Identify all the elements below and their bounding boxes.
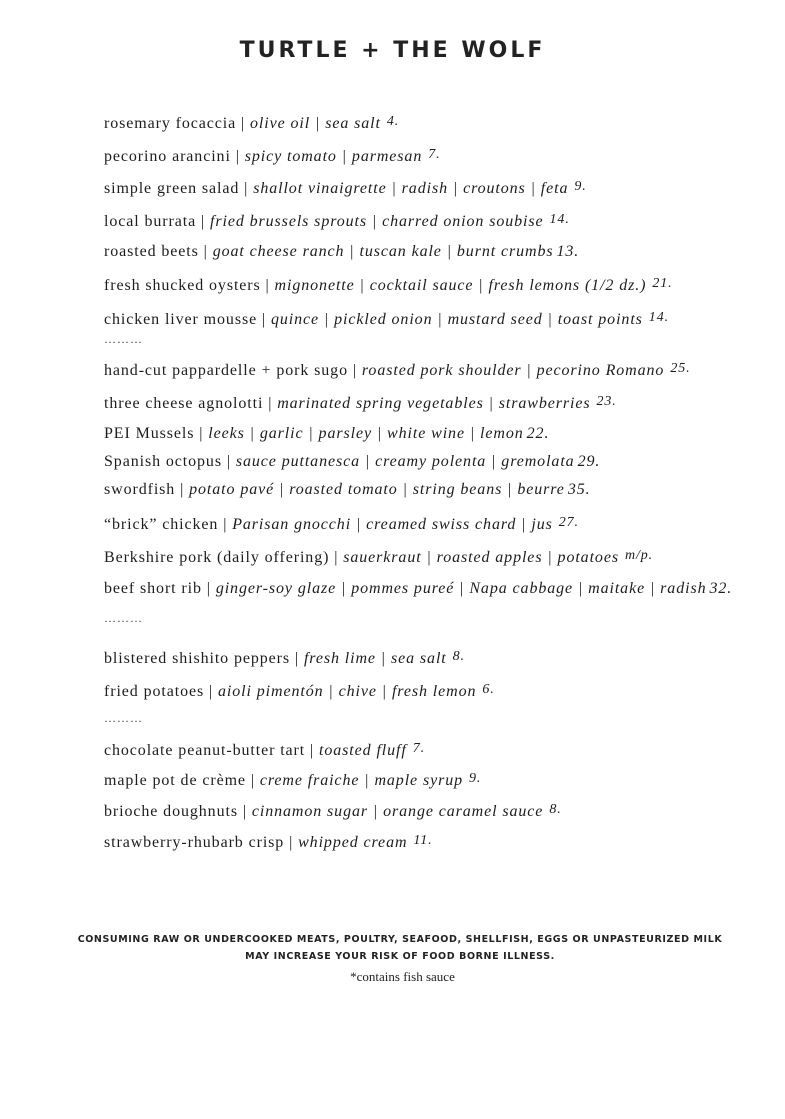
item-name: simple green salad |: [104, 180, 254, 197]
item-name: fresh shucked oysters |: [104, 277, 275, 294]
item-name: blistered shishito peppers |: [104, 650, 304, 667]
item-price: 11.: [413, 833, 433, 848]
item-price: 25.: [670, 361, 691, 376]
item-description: fried brussels sprouts | charred onion soubise: [210, 213, 544, 230]
menu-item: [104, 210, 570, 232]
menu-item: [104, 739, 425, 761]
item-name: three cheese agnolotti |: [104, 395, 278, 412]
footnote: *contains fish sauce: [350, 969, 455, 984]
item-price: 4.: [386, 114, 400, 129]
menu-item: [104, 480, 591, 500]
menu-item: [104, 112, 399, 134]
item-price: 7.: [428, 147, 441, 162]
item-name: PEI Mussels |: [104, 425, 209, 442]
item-name: pecorino arancini |: [104, 148, 245, 165]
item-description: cinnamon sugar | orange caramel sauce: [251, 803, 544, 820]
item-price: 35.: [567, 481, 591, 498]
item-description: sauce puttanesca | creamy polenta | gremolata: [235, 453, 575, 470]
item-price: 21.: [652, 276, 673, 291]
item-price: 13.: [556, 243, 580, 260]
item-name: hand-cut pappardelle + pork sugo |: [104, 362, 362, 379]
item-price: 14.: [648, 310, 669, 325]
item-price: m/p.: [624, 548, 654, 563]
item-description: aioli pimentón | chive | fresh lemon: [218, 683, 477, 700]
item-name: chicken liver mousse |: [104, 311, 271, 328]
menu-item: [104, 647, 465, 669]
menu-item: [104, 359, 691, 381]
menu-item: [104, 680, 495, 702]
item-price: 9.: [469, 771, 482, 786]
menu-item: [104, 177, 587, 199]
item-description: goat cheese ranch | tuscan kale | burnt crumbs: [212, 243, 554, 260]
item-description: whipped cream: [298, 834, 408, 851]
item-name: rosemary focaccia |: [104, 115, 251, 132]
item-price: 14.: [549, 212, 570, 227]
item-description: creme fraiche | maple syrup: [259, 772, 463, 789]
item-description: fresh lime | sea salt: [303, 650, 447, 667]
item-description: Parisan gnocchi | creamed swiss chard | jus: [232, 516, 553, 533]
item-description: spicy tomato | parmesan: [244, 148, 423, 165]
menu-item: [104, 392, 617, 414]
section-separator: ………: [104, 611, 143, 625]
item-price: 6.: [482, 682, 495, 697]
restaurant-title: TURTLE + THE WOLF: [239, 38, 546, 63]
item-name: chocolate peanut-butter tart |: [104, 742, 320, 759]
health-warning-line-1: CONSUMING RAW OR UNDERCOOKED MEATS, POULTRY, SEAFOOD, SHELLFISH, EGGS OR UNPASTEURIZED MILK: [77, 934, 723, 945]
item-description: olive oil | sea salt: [250, 115, 381, 132]
menu-item: [104, 800, 562, 822]
menu-item: [104, 513, 579, 535]
item-name: beef short rib |: [104, 580, 216, 597]
item-name: “brick” chicken |: [104, 516, 233, 533]
menu-item: [104, 308, 669, 330]
item-description: sauerkraut | roasted apples | potatoes: [343, 549, 619, 566]
item-price: 8.: [549, 802, 562, 817]
item-name: maple pot de crème |: [104, 772, 260, 789]
item-description: potato pavé | roasted tomato | string beans | beurre: [189, 481, 565, 498]
menu-item: [104, 242, 579, 262]
item-description: leeks | garlic | parsley | white wine | lemon: [208, 425, 524, 442]
item-name: Spanish octopus |: [104, 453, 236, 470]
item-price: 32.: [709, 580, 733, 597]
menu-item: [104, 546, 653, 568]
item-price: 9.: [574, 179, 587, 194]
menu-item: [104, 145, 441, 167]
health-warning-line-2: MAY INCREASE YOUR RISK OF FOOD BORNE ILLNESS.: [245, 951, 555, 962]
menu-item: [104, 424, 549, 444]
section-separator: ………: [104, 711, 143, 725]
item-price: 22.: [526, 425, 550, 442]
item-description: marinated spring vegetables | strawberries: [277, 395, 591, 412]
item-description: mignonette | cocktail sauce | fresh lemons (1/2 dz.): [274, 277, 647, 294]
item-name: roasted beets |: [104, 243, 213, 260]
menu-item: [104, 769, 481, 791]
item-name: brioche doughnuts |: [104, 803, 252, 820]
item-name: Berkshire pork (daily offering) |: [104, 549, 344, 566]
item-description: quince | pickled onion | mustard seed | toast points: [270, 311, 643, 328]
item-price: 27.: [558, 515, 579, 530]
menu-item: [104, 452, 600, 472]
item-description: shallot vinaigrette | radish | croutons | feta: [253, 180, 569, 197]
item-description: roasted pork shoulder | pecorino Romano: [361, 362, 665, 379]
section-separator: ………: [104, 332, 143, 346]
item-price: 8.: [452, 649, 465, 664]
item-price: 29.: [577, 453, 601, 470]
item-name: fried potatoes |: [104, 683, 219, 700]
item-price: 7.: [412, 741, 426, 756]
menu-item: [104, 831, 433, 853]
item-name: swordfish |: [104, 481, 190, 498]
menu-item: [104, 579, 732, 599]
item-name: local burrata |: [104, 213, 211, 230]
item-name: strawberry-rhubarb crisp |: [104, 834, 299, 851]
menu-item: [104, 274, 673, 296]
item-description: ginger-soy glaze | pommes pureé | Napa cabbage | maitake | radish: [215, 580, 707, 597]
item-price: 23.: [596, 394, 617, 409]
item-description: toasted fluff: [319, 742, 407, 759]
